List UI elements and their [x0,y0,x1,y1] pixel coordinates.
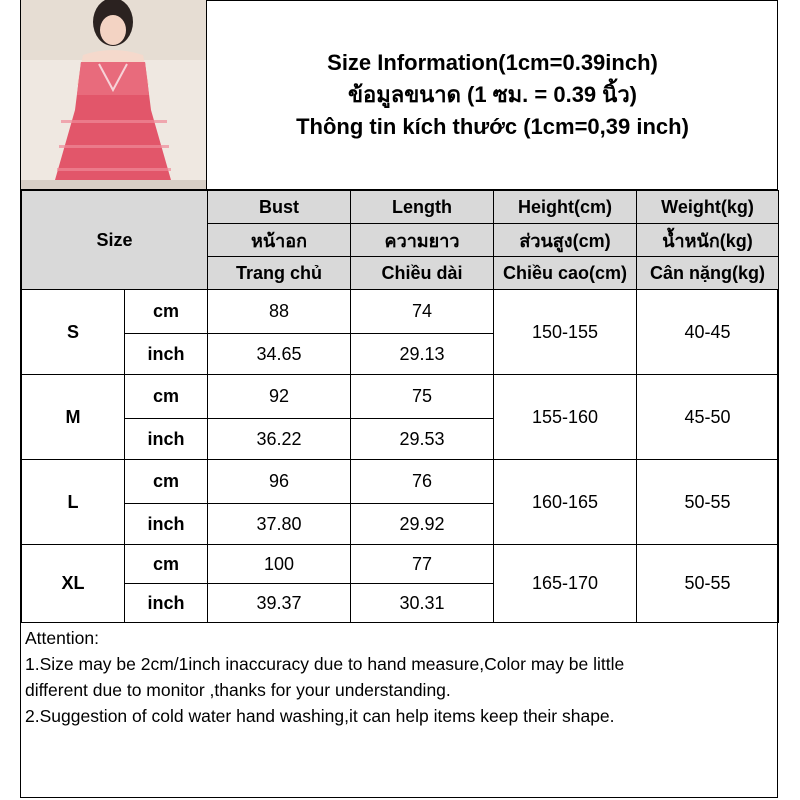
table-row [22,460,779,504]
length-cm-s: 74 [351,290,494,334]
header-bust-en: Bust [208,191,351,224]
height-s: 150-155 [494,290,637,375]
table-row [22,290,779,334]
title-vietnamese: Thông tin kích thước (1cm=0,39 inch) [296,113,689,139]
unit-inch: inch [125,504,208,545]
header-bust-vi: Trang chủ [208,257,351,290]
bust-inch-m: 36.22 [208,419,351,460]
attention-heading: Attention: [25,628,99,648]
header-length-vi: Chiều dài [351,257,494,290]
attention-line-3: 2.Suggestion of cold water hand washing,it can help items keep their shape. [25,706,615,726]
table-row [22,545,779,584]
bust-inch-l: 37.80 [208,504,351,545]
table-row [22,375,779,419]
unit-inch: inch [125,419,208,460]
attention-notes [25,625,765,729]
size-label-l: L [22,460,125,545]
bust-cm-m: 92 [208,375,351,419]
attention-line-2: different due to monitor ,thanks for your understanding. [25,680,451,700]
header-weight-vi: Cân nặng(kg) [637,257,779,290]
size-label-xl: XL [22,545,125,623]
title-thai: ข้อมูลขนาด (1 ซม. = 0.39 นิ้ว) [347,81,637,107]
size-label-m: M [22,375,125,460]
unit-inch: inch [125,334,208,375]
weight-s: 40-45 [637,290,779,375]
weight-xl: 50-55 [637,545,779,623]
length-cm-l: 76 [351,460,494,504]
header-length-th: ความยาว [351,224,494,257]
header-weight-th: น้ำหนัก(kg) [637,224,779,257]
header-weight-en: Weight(kg) [637,191,779,224]
bust-cm-s: 88 [208,290,351,334]
height-m: 155-160 [494,375,637,460]
length-inch-s: 29.13 [351,334,494,375]
unit-cm: cm [125,375,208,419]
size-label-s: S [22,290,125,375]
unit-inch: inch [125,584,208,623]
product-photo [21,0,207,190]
unit-cm: cm [125,290,208,334]
attention-line-1: 1.Size may be 2cm/1inch inaccuracy due to hand measure,Color may be little [25,654,625,674]
header-bust-th: หน้าอก [208,224,351,257]
model-in-dress-image [21,0,207,190]
size-column-title: Size [22,191,208,290]
weight-m: 45-50 [637,375,779,460]
unit-cm: cm [125,460,208,504]
length-cm-m: 75 [351,375,494,419]
weight-l: 50-55 [637,460,779,545]
bust-cm-l: 96 [208,460,351,504]
bust-inch-xl: 39.37 [208,584,351,623]
unit-cm: cm [125,545,208,584]
size-table [21,190,779,623]
length-cm-xl: 77 [351,545,494,584]
bust-inch-s: 34.65 [208,334,351,375]
header-length-en: Length [351,191,494,224]
height-l: 160-165 [494,460,637,545]
bust-cm-xl: 100 [208,545,351,584]
header-height-th: ส่วนสูง(cm) [494,224,637,257]
header-height-en: Height(cm) [494,191,637,224]
length-inch-xl: 30.31 [351,584,494,623]
size-information-header [207,0,778,190]
length-inch-l: 29.92 [351,504,494,545]
height-xl: 165-170 [494,545,637,623]
length-inch-m: 29.53 [351,419,494,460]
header-height-vi: Chiều cao(cm) [494,257,637,290]
title-english: Size Information(1cm=0.39inch) [327,49,658,75]
